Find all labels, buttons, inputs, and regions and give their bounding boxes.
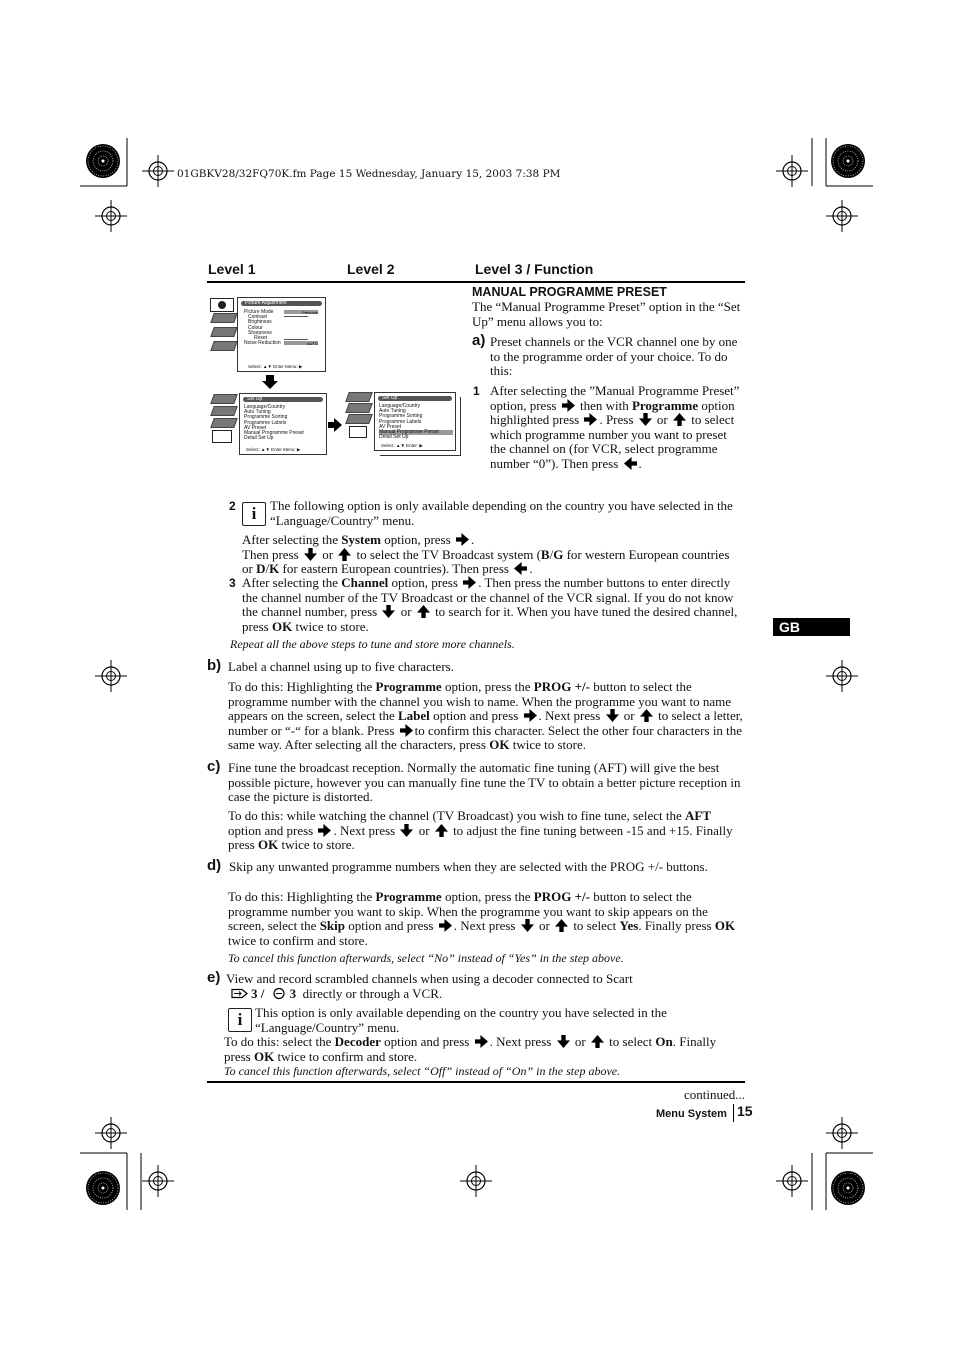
menu-item: Programme Sorting bbox=[379, 413, 423, 420]
arrow-down-icon bbox=[606, 709, 619, 722]
arrow-right-icon bbox=[439, 919, 452, 932]
menu-item-selected: Manual Programme Preset bbox=[379, 430, 453, 435]
menu-item: Detail Set Up bbox=[379, 434, 409, 441]
level-1-heading: Level 1 bbox=[208, 261, 256, 277]
arrow-right-icon bbox=[318, 824, 331, 837]
arrow-up-icon bbox=[640, 709, 653, 722]
arrow-up-icon bbox=[591, 1035, 604, 1048]
arrow-right-icon bbox=[463, 576, 476, 589]
arrow-right-icon bbox=[524, 709, 537, 722]
menu-item: Auto Tuning bbox=[379, 408, 406, 415]
arrow-down-icon bbox=[557, 1035, 570, 1048]
menu-item: Language/Country bbox=[244, 404, 286, 410]
item-c-label: c) bbox=[207, 758, 221, 775]
menu-tab-icon bbox=[210, 327, 238, 337]
menu-item: Contrast bbox=[248, 314, 267, 321]
level1-tabs bbox=[210, 392, 240, 452]
level2-tabs bbox=[345, 392, 375, 452]
scart-output-icon bbox=[270, 987, 288, 1000]
menu-item: AV Preset bbox=[244, 424, 267, 431]
item-c-procedure: To do this: while watching the channel (TV Broadcast) you wish to fine tune, select the AFT option and press . Next press or to adjust the fine tuning between -15 and +15. Finally press OK twice to store. bbox=[228, 808, 733, 852]
item-b-text: Label a channel using up to five characters. bbox=[228, 659, 454, 674]
menu-item: Programme Labels bbox=[244, 419, 287, 426]
menu-item: Sharpness bbox=[248, 329, 272, 336]
item-e-label: e) bbox=[207, 969, 221, 986]
item-e-cancel-note: To cancel this function afterwards, select “Off” instead of “On” in the step above. bbox=[224, 1064, 621, 1078]
menu-footer: Select: ▲▼ Enter Menu: ▶ bbox=[246, 446, 301, 452]
arrow-down-icon bbox=[304, 548, 317, 561]
menu-tab-icon bbox=[345, 403, 373, 413]
file-header: 01GBKV28/32FQ70K.fm Page 15 Wednesday, January 15, 2003 7:38 PM bbox=[177, 168, 561, 180]
menu-footer: Select: ▲▼ Enter Menu: ▶ bbox=[248, 363, 303, 369]
heading-rule bbox=[207, 281, 745, 283]
picture-tab-icon bbox=[210, 298, 234, 312]
menu-item: Programme Labels bbox=[379, 418, 422, 425]
noise-reduction-value: AUTO bbox=[284, 341, 318, 345]
item-e-procedure: To do this: select the Decoder option and press . Next press or to select On. Finally press OK twice to confirm and store. bbox=[224, 1034, 717, 1064]
arrow-right-icon bbox=[456, 533, 469, 546]
menu-tab-icon bbox=[210, 341, 238, 351]
item-b-label: b) bbox=[207, 657, 222, 674]
menu-title: Set Up bbox=[378, 396, 452, 401]
setup-menu-selected bbox=[374, 392, 456, 451]
footer-divider bbox=[733, 1104, 734, 1122]
menu-tab-icon bbox=[210, 394, 238, 404]
menu-tab-icon bbox=[210, 418, 238, 428]
arrow-up-icon bbox=[673, 413, 686, 426]
menu-item: Auto Tuning bbox=[244, 409, 271, 416]
continued-label: continued... bbox=[684, 1087, 746, 1102]
arrow-down-icon bbox=[382, 605, 395, 618]
arrow-up-icon bbox=[555, 919, 568, 932]
menu-tab-icon bbox=[210, 313, 238, 323]
menu-title: Picture Adjustment bbox=[241, 301, 322, 306]
item-e-note: This option is only available depending on the country you have selected in the “Language/Country” menu. bbox=[255, 1005, 667, 1035]
item-d-label: d) bbox=[207, 857, 222, 874]
step-2-note: The following option is only available depending on the country you have selected in the “Language/Country” menu. bbox=[270, 498, 733, 528]
arrow-down-icon bbox=[400, 824, 413, 837]
setup-tab-icon bbox=[212, 430, 232, 443]
step-2-number: 2 bbox=[229, 499, 236, 513]
step-1-text: After selecting the ”Manual Programme Preset” option, press then with Programme option highlighted press . Press or to select which programme number you want to preset the channel on (for VCR, select programme number “0”). Then press . bbox=[490, 383, 740, 471]
arrow-down-icon bbox=[262, 375, 278, 389]
picture-mode-value: Personal bbox=[284, 310, 318, 314]
arrow-left-icon bbox=[514, 562, 527, 575]
level-2-heading: Level 2 bbox=[347, 261, 395, 277]
info-icon: i bbox=[228, 1008, 252, 1032]
step-1-number: 1 bbox=[473, 384, 480, 398]
item-e-text: View and record scrambled channels when using a decoder connected to Scart bbox=[226, 971, 633, 986]
arrow-down-icon bbox=[639, 413, 652, 426]
menu-item: Picture Mode bbox=[244, 309, 274, 315]
setup-menu bbox=[239, 393, 327, 455]
bottom-rule bbox=[207, 1081, 745, 1083]
setup-tab-icon bbox=[349, 426, 367, 438]
step-2-text: After selecting the System option, press . Then press or to select the TV Broadcast system (B/G for western European countries or D/K for eastern European countries). Then press . bbox=[242, 532, 730, 576]
item-d-text: Skip any unwanted programme numbers when they are selected with the PROG +/- buttons. bbox=[229, 859, 708, 874]
arrow-right-icon bbox=[475, 1035, 488, 1048]
menu-item: Brightness bbox=[248, 319, 272, 326]
arrow-up-icon bbox=[417, 605, 430, 618]
menu-item: AV Preset bbox=[379, 423, 402, 430]
step-3-number: 3 bbox=[229, 576, 236, 590]
menu-item: Programme Sorting bbox=[244, 414, 288, 421]
item-e-scart: 3 / 3 directly or through a VCR. bbox=[229, 987, 442, 1002]
item-d-cancel-note: To cancel this function afterwards, select “No” instead of “Yes” in the step above. bbox=[228, 951, 624, 965]
menu-item: Reset bbox=[254, 335, 268, 342]
menu-item: Language/Country bbox=[379, 403, 421, 409]
item-a-text: Preset channels or the VCR channel one by one to the programme order of your choice. To do this: bbox=[490, 334, 738, 378]
arrow-right-icon bbox=[584, 413, 597, 426]
item-d-procedure: To do this: Highlighting the Programme option, press the PROG +/- button to select the programme number you want to skip. When the programme you want to skip appears on the screen, select the Skip option and press . Next press or to select Yes. Finally press OK twice to confirm and store. bbox=[228, 889, 736, 948]
arrow-right-icon bbox=[562, 399, 575, 412]
arrow-up-icon bbox=[338, 548, 351, 561]
picture-adjustment-menu bbox=[237, 297, 326, 372]
menu-footer: Select: ▲▼ Enter: ▶ bbox=[381, 442, 423, 448]
scart-input-icon bbox=[231, 987, 249, 1000]
arrow-right-icon bbox=[400, 724, 413, 737]
page-number: 15 bbox=[737, 1103, 753, 1119]
step-3-text: After selecting the Channel option, press . Then press the number buttons to enter directly the channel number of the TV Broadcast or the channel of the VCR signal. If you do not know the channel number, press or to search for it. When you have tuned the desired channel, press OK twice to store. bbox=[242, 575, 738, 634]
arrow-left-icon bbox=[624, 457, 637, 470]
item-a-label: a) bbox=[472, 332, 486, 349]
menu-item: Detail Set Up bbox=[244, 435, 274, 442]
item-b-procedure: To do this: Highlighting the Programme option, press the PROG +/- button to select the programme number with the channel you wish to name. When the programme you want to name appears on the screen, select the Label option and press . Next press or to select a letter, number or “-“ for a blank. Press to confirm this character. Select the other four characters in the same way. After selecting all the characters, press OK twice to store. bbox=[228, 679, 743, 752]
level-3-heading: Level 3 / Function bbox=[475, 261, 594, 277]
slider-bars bbox=[284, 316, 308, 340]
info-icon: i bbox=[242, 502, 266, 526]
arrow-right-icon bbox=[328, 418, 342, 432]
menu-tab-icon bbox=[345, 392, 373, 402]
menu-item: Noise Reduction bbox=[244, 340, 281, 347]
arrow-up-icon bbox=[435, 824, 448, 837]
gb-language-tab: GB bbox=[773, 618, 850, 636]
arrow-down-icon bbox=[521, 919, 534, 932]
footer-section: Menu System bbox=[656, 1108, 727, 1120]
menu-tab-icon bbox=[210, 406, 238, 416]
menu-item: Colour bbox=[248, 324, 263, 331]
menu-item: Manual Programme Preset bbox=[244, 430, 304, 437]
section-intro: The “Manual Programme Preset” option in the “Set Up” menu allows you to: bbox=[472, 299, 741, 329]
item-c-text: Fine tune the broadcast reception. Normally the automatic fine tuning (AFT) will give the best possible picture, however you can manually fine tune the TV to obtain a better picture reception in case the picture is distorted. bbox=[228, 760, 741, 804]
section-title: MANUAL PROGRAMME PRESET bbox=[472, 285, 667, 299]
menu-title: Set Up bbox=[243, 397, 323, 402]
menu-tab-icon bbox=[345, 414, 373, 424]
repeat-note: Repeat all the above steps to tune and store more channels. bbox=[230, 637, 515, 651]
